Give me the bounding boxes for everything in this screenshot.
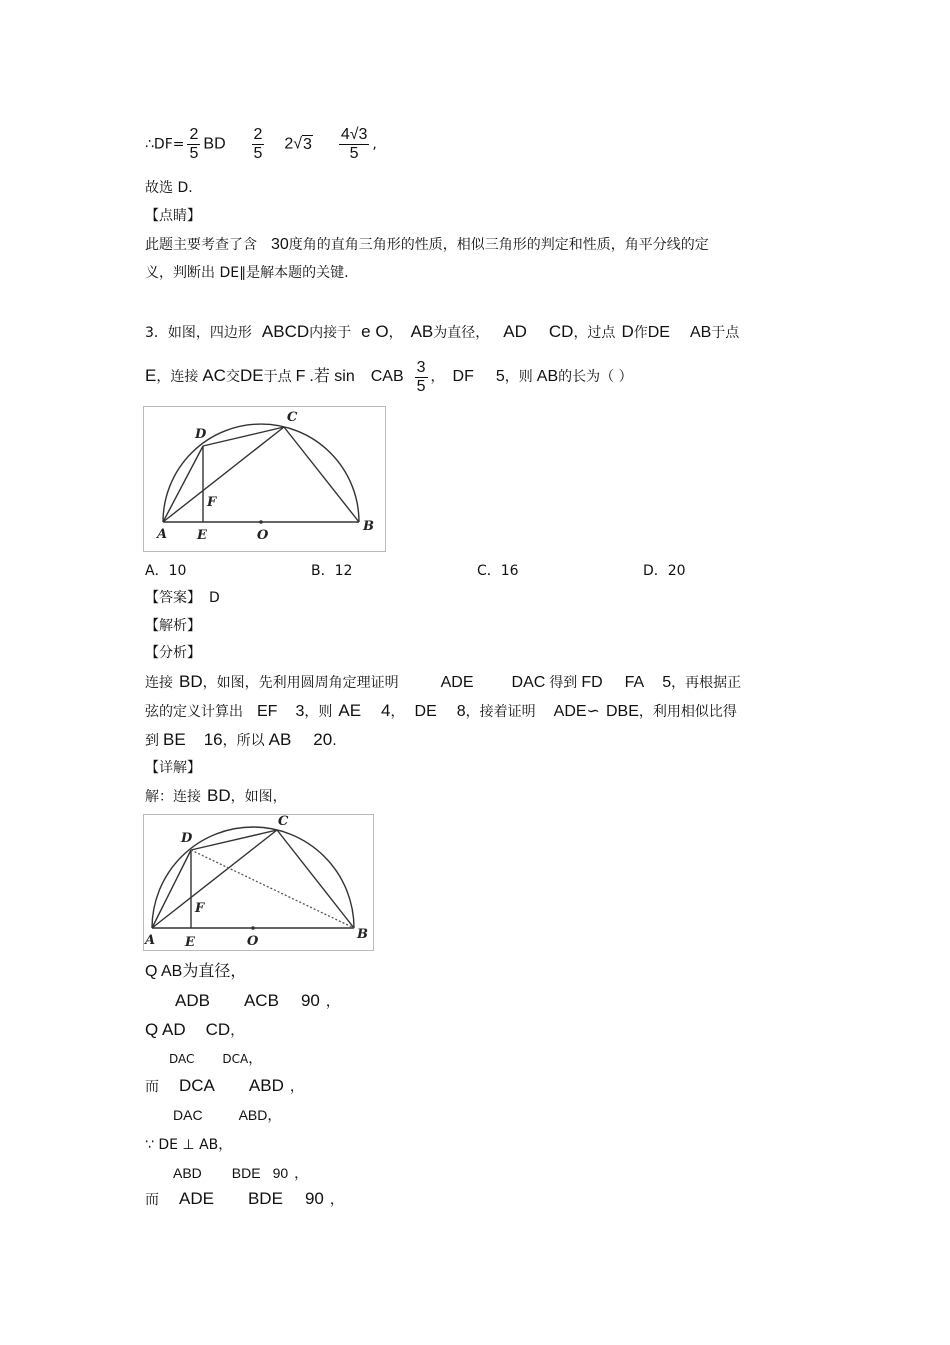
analysis-line-1: 连接 BD，如图，先利用圆周角定理证明 ADE DAC 得到 FD FA 5，再根据正 [145,672,742,691]
fenxi-heading: 【分析】 [145,645,201,661]
radicand-3: 3 [303,135,312,153]
option-a: A．10 [145,563,187,579]
label-o-2: O [247,934,259,949]
answer-options [145,561,686,581]
step-8: ABD BDE 90 ， [173,1165,309,1182]
label-b: B [363,519,374,534]
center-point-o [259,520,263,524]
question-3-line-2: E，连接 AC交DE于点 F .若 sin CAB $\frac{3}{5}$ ， DF 5，则 AB的长为（ ） [145,358,633,395]
figure-1-svg [143,406,386,552]
step-4: DAC DCA， [169,1051,263,1067]
label-e-2: E [185,935,195,950]
segment-cb [284,427,359,522]
step-7: ∵ DE ⊥ AB， [145,1137,233,1153]
fraction-2-5-a: $\frac{2}{5}$ [189,126,199,162]
xiangjie-heading: 【详解】 [145,760,201,776]
fraction-3-5: $\frac{3}{5}$ [416,358,426,395]
step-3: Q AD CD， [145,1020,245,1039]
dianjing-heading: 【点睛】 [145,208,201,224]
label-e: E [197,528,207,543]
figure-2-svg [143,814,374,951]
answer-line: 【答案】 D [145,590,220,606]
fraction-2-5-b: $\frac{2}{5}$ [253,126,263,162]
dianjing-line-1: 此题主要考查了含 30度角的直角三角形的性质，相似三角形的判定和性质，角平分线的定 [145,236,709,253]
sqrt-symbol: √ [293,135,303,153]
semicircle-arc [163,424,359,522]
two-text: 2 [284,135,294,153]
question-3-line-1: 3．如图，四边形 ABCD内接于 e O， AB为直径， AD CD，过点 D作DE AB于点 [145,322,740,341]
step-2: ADB ACB 90 ， [175,991,340,1010]
label-d-2: D [181,831,193,846]
label-c-2: C [278,814,289,829]
option-c: C．16 [477,563,519,579]
jiexi-heading: 【解析】 [145,618,201,634]
segment-ad [163,446,203,522]
analysis-line-2: 弦的定义计算出 EF 3，则 AE 4， DE 8，接着证明 ADE∽ DBE，利用相似比得 [145,701,737,720]
answer-value: D [209,590,220,606]
label-d: D [195,427,207,442]
center-point-o-2 [251,926,255,930]
geometry-figure-1 [143,406,386,556]
label-c: C [287,410,298,425]
option-b: B．12 [311,563,353,579]
label-o: O [257,528,269,543]
df-equation [145,126,377,163]
analysis-line-3: 到 BE 16，所以 AB 20. [145,730,337,749]
solution-intro: 解：连接 BD，如图， [145,786,287,805]
step-1: Q AB为直径， [145,963,247,980]
option-d: D．20 [643,563,686,579]
therefore-text: ∴DF= [145,136,185,153]
fraction-4sqrt3-5: $\frac{4√3}{5}$ [340,126,368,162]
segment-cb-2 [277,830,354,928]
label-a-2: A [145,933,156,948]
step-6: DAC ABD， [173,1107,282,1124]
bd-text: BD [203,135,226,153]
comma: , [372,136,377,153]
label-a: A [157,527,168,542]
label-f: F [207,495,217,510]
step-9: 而 ADE BDE 90 ， [145,1189,344,1208]
geometry-figure-2 [143,814,374,955]
label-f-2: F [195,901,205,916]
segment-ad-2 [152,850,191,928]
dianjing-line-2: 义，判断出 DE∥是解本题的关键. [145,265,349,281]
step-5: 而 DCA ABD ， [145,1076,304,1095]
select-answer-line: 故选 D. [145,180,193,196]
label-b-2: B [357,927,368,942]
